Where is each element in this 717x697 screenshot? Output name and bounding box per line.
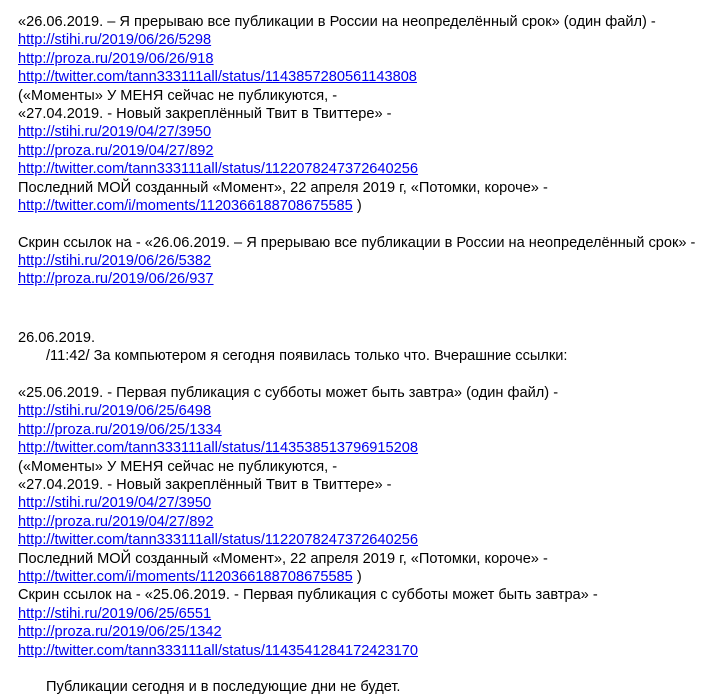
- link-pinned-twitter[interactable]: http://twitter.com/tann333111all/status/1122078247372640256: [18, 161, 419, 178]
- link-pinned-proza[interactable]: http://proza.ru/2019/04/27/892: [18, 142, 214, 159]
- spacer: [18, 289, 713, 329]
- entry-intro: /11:42/ За компьютером я сегодня появилась только что. Вчерашние ссылки:: [46, 348, 568, 365]
- link-screen-stihi[interactable]: http://stihi.ru/2019/06/26/5382: [18, 253, 212, 270]
- block3-heading: «25.06.2019. - Первая публикация с субботы может быть завтра» (один файл) -: [18, 385, 559, 402]
- document-body: [18, 13, 713, 697]
- spacer: [18, 215, 713, 233]
- pinned-heading: «27.04.2019. - Новый закреплённый Твит в Твиттере» -: [18, 105, 392, 122]
- link-screen-proza[interactable]: http://proza.ru/2019/06/26/937: [18, 271, 214, 288]
- screen-heading: Скрин ссылок на - «26.06.2019. – Я прерываю все публикации в России на неопределённый срок» -: [18, 234, 696, 251]
- spacer: [18, 660, 713, 678]
- link-pinned-proza-2[interactable]: http://proza.ru/2019/04/27/892: [18, 513, 214, 530]
- block1-heading: «26.06.2019. – Я прерываю все публикации в России на неопределённый срок» (один файл) -: [18, 14, 656, 30]
- pinned-heading-2: «27.04.2019. - Новый закреплённый Твит в Твиттере» -: [18, 476, 392, 493]
- link-screen-proza-0625[interactable]: http://proza.ru/2019/06/25/1342: [18, 624, 222, 641]
- link-twitter[interactable]: http://twitter.com/tann333111all/status/1143857280561143808: [18, 69, 417, 86]
- link-pinned-twitter-2[interactable]: http://twitter.com/tann333111all/status/1122078247372640256: [18, 532, 419, 549]
- link-twitter-0625[interactable]: http://twitter.com/tann333111all/status/1143538513796915208: [18, 440, 419, 457]
- link-stihi-0625[interactable]: http://stihi.ru/2019/06/25/6498: [18, 403, 212, 420]
- spacer: [18, 366, 713, 384]
- link-screen-twitter-0625[interactable]: http://twitter.com/tann333111all/status/1143541284172423170: [18, 642, 419, 659]
- moments-note-2: («Моменты» У МЕНЯ сейчас не публикуются, -: [18, 458, 338, 475]
- link-stihi[interactable]: http://stihi.ru/2019/06/26/5298: [18, 32, 212, 49]
- link-pinned-stihi[interactable]: http://stihi.ru/2019/04/27/3950: [18, 124, 212, 141]
- screen-heading-2: Скрин ссылок на - «25.06.2019. - Первая публикация с субботы может быть завтра» -: [18, 587, 598, 604]
- link-screen-stihi-0625[interactable]: http://stihi.ru/2019/06/25/6551: [18, 605, 212, 622]
- last-moment-close: ): [352, 197, 362, 214]
- moments-note: («Моменты» У МЕНЯ сейчас не публикуются, -: [18, 87, 338, 104]
- entry-date: 26.06.2019.: [18, 329, 96, 346]
- link-last-moment-2[interactable]: http://twitter.com/i/moments/1120366188708675585: [18, 568, 353, 585]
- link-proza[interactable]: http://proza.ru/2019/06/26/918: [18, 50, 214, 67]
- last-moment-text-2: Последний МОЙ созданный «Момент», 22 апреля 2019 г, «Потомки, короче» -: [18, 550, 548, 567]
- link-last-moment[interactable]: http://twitter.com/i/moments/1120366188708675585: [18, 197, 353, 214]
- last-moment-text: Последний МОЙ созданный «Момент», 22 апреля 2019 г, «Потомки, короче» -: [18, 179, 548, 196]
- link-proza-0625[interactable]: http://proza.ru/2019/06/25/1334: [18, 421, 222, 438]
- link-pinned-stihi-2[interactable]: http://stihi.ru/2019/04/27/3950: [18, 495, 212, 512]
- closing-note: Публикации сегодня и в последующие дни не будет.: [46, 679, 401, 696]
- last-moment-close-2: ): [352, 568, 362, 585]
